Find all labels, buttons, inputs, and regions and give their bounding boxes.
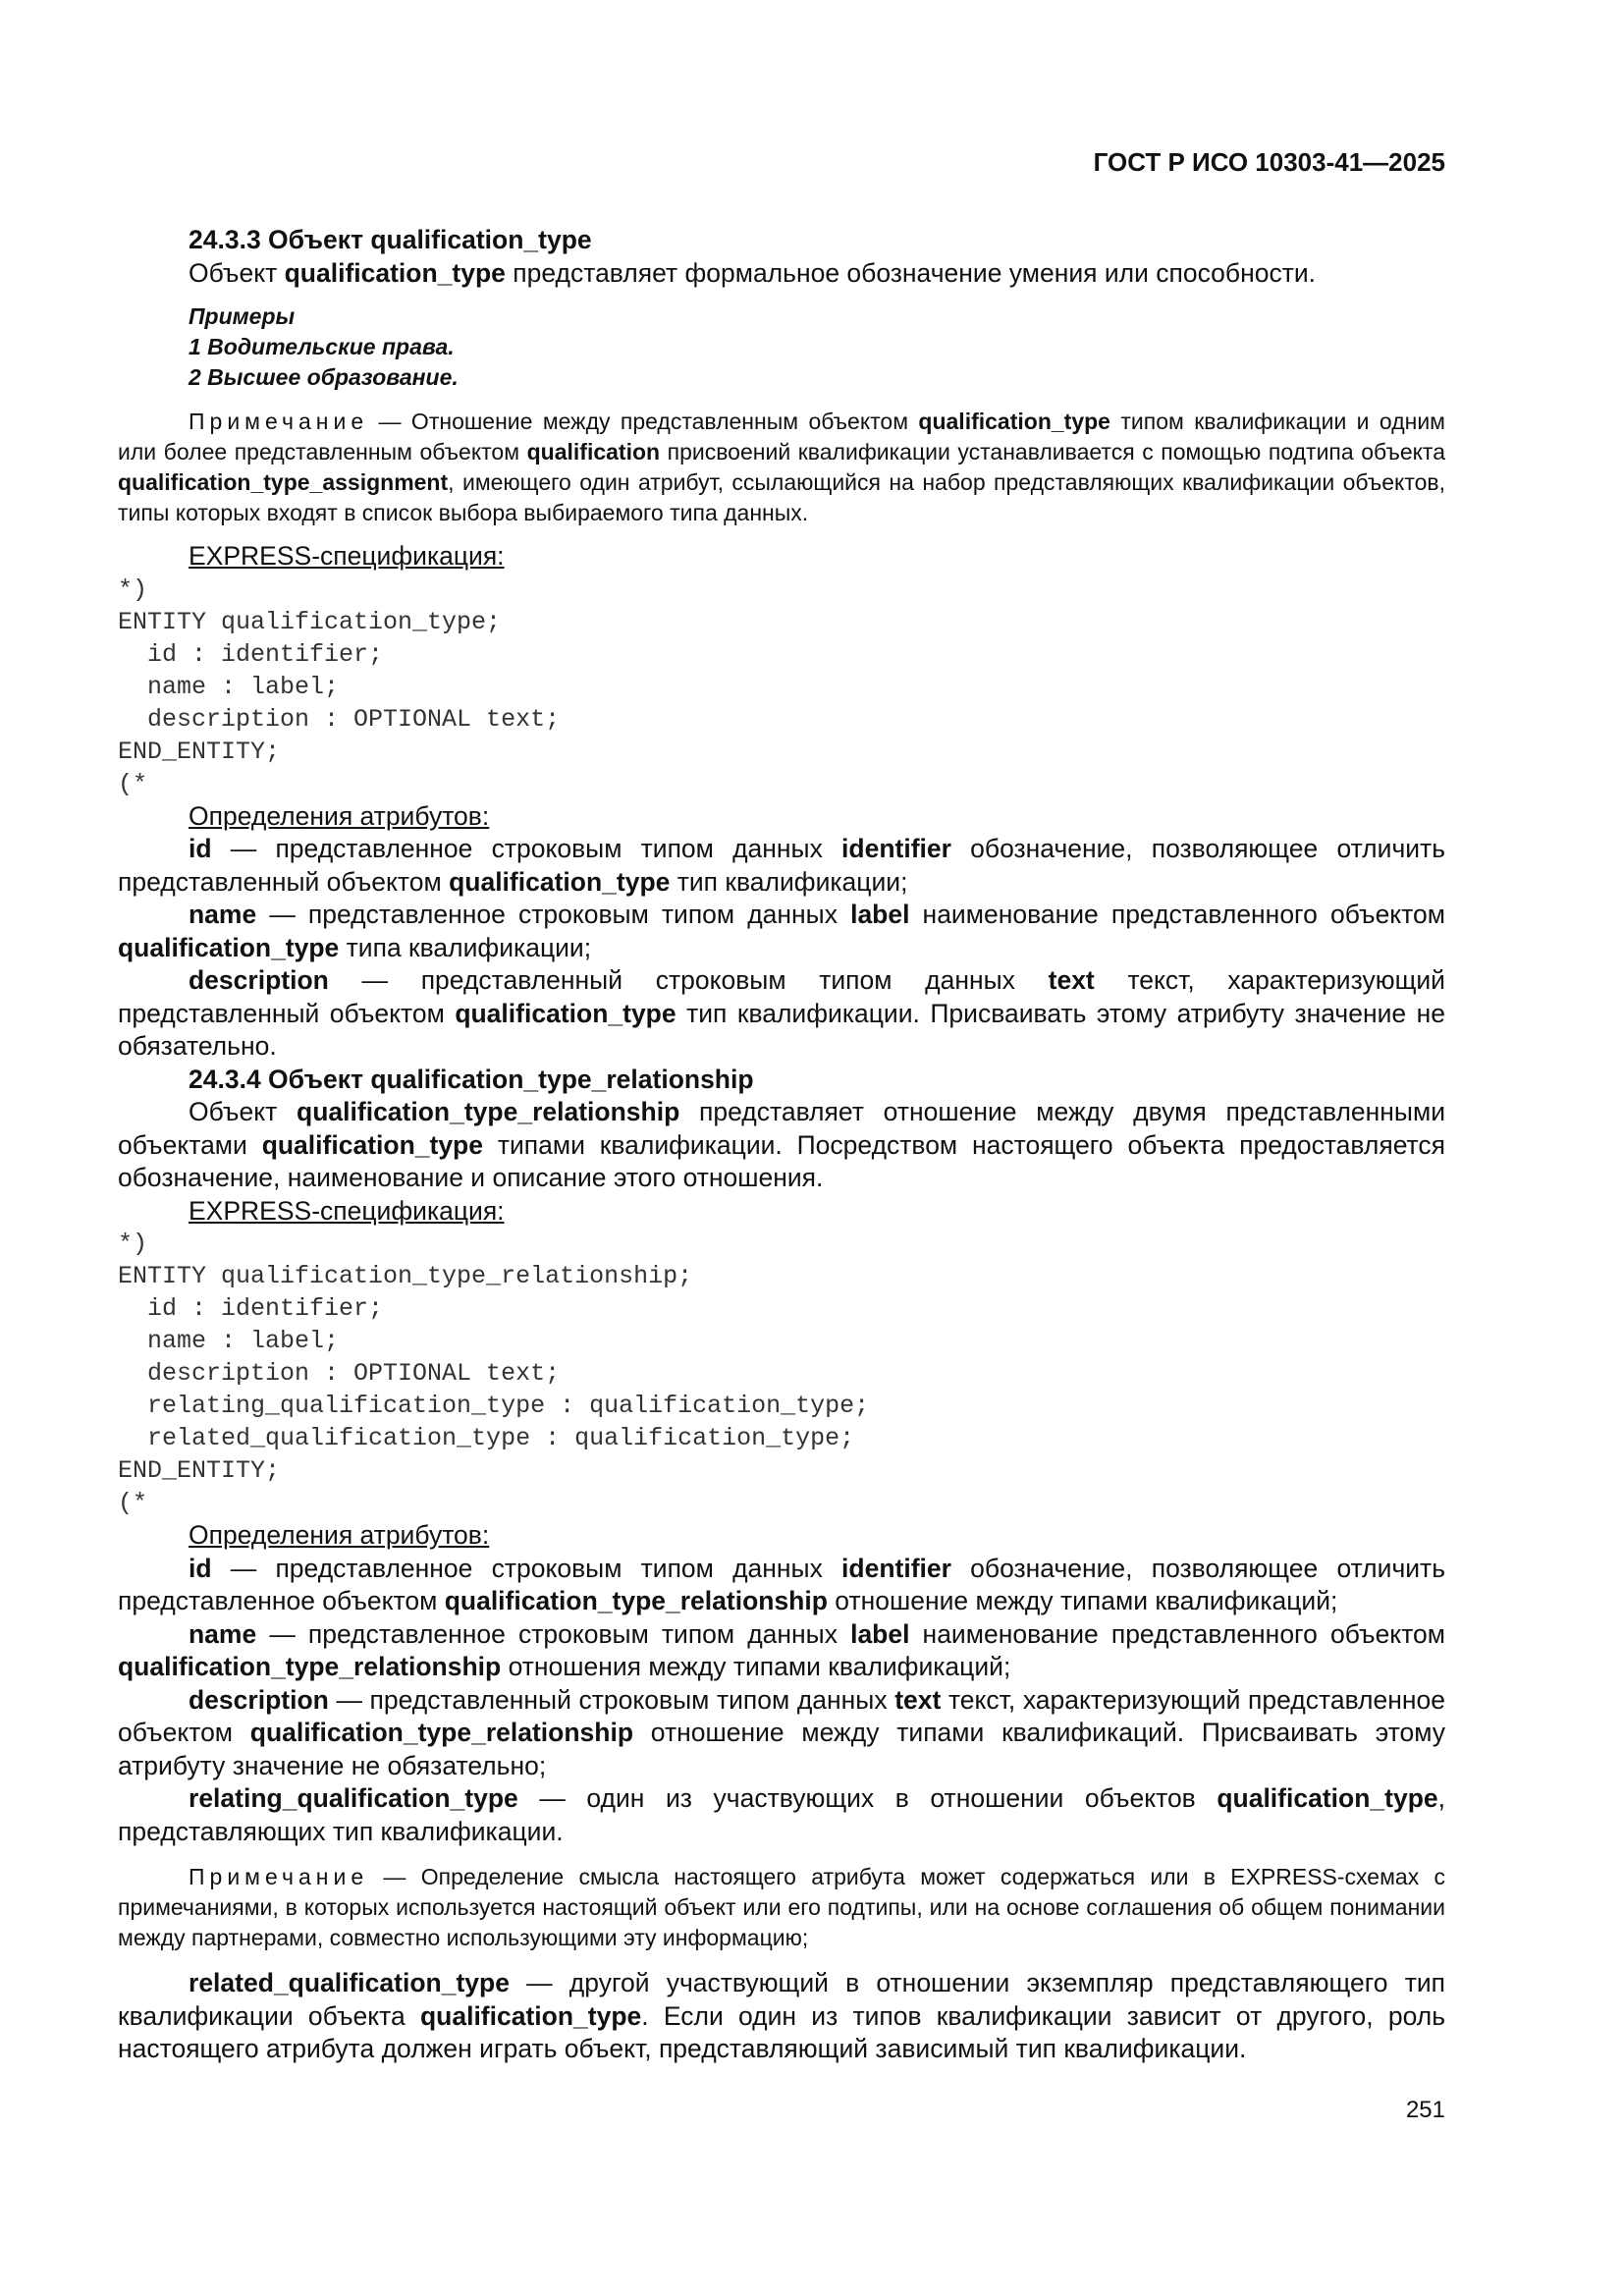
attr-name-definition: name — представленное строковым типом данных label наименование представленного объектом qualification_type типа квалификации; xyxy=(118,900,1445,962)
note-label: Примечание xyxy=(189,409,369,434)
document-header: ГОСТ Р ИСО 10303-41—2025 xyxy=(1093,147,1445,177)
examples-block xyxy=(189,301,1445,393)
example-item: 2 Высшее образование. xyxy=(189,364,459,390)
attr-related-definition: related_qualification_type — другой участвующий в отношении экземпляр представляющего тип квалификации объекта qualification_type. Если один из типов квалификации зависит от другого, роль настоящего атрибута должен играть объект, представляющий зависимый тип квалификации. xyxy=(118,1968,1446,2063)
attr-id-definition: id — представленное строковым типом данных identifier обозначение, позволяющее отличить представленное объектом qualification_type_relationship отношение между типами квалификаций; xyxy=(118,1553,1445,1615)
express-spec-label: EXPRESS-спецификация: xyxy=(189,541,505,571)
attribute-definitions-label: Определения атрибутов: xyxy=(189,800,490,831)
attr-relating-definition: relating_qualification_type — один из участвующих в отношении объектов qualification_type, представляющих тип квалификации. xyxy=(118,1783,1445,1846)
document-page xyxy=(118,0,1445,2296)
attr-description-definition: description — представленный строковым типом данных text текст, характеризующий представленный объектом qualification_type тип квалификации. Присваивать этому атрибуту значение не обязательно. xyxy=(118,965,1446,1061)
attr-name-definition: name — представленное строковым типом данных label наименование представленного объектом qualification_type_relationship отношения между типами квалификаций; xyxy=(118,1618,1445,1681)
page-content xyxy=(118,224,1445,2066)
attr-id-definition: id — представленное строковым типом данных identifier обозначение, позволяющее отличить представленный объектом qualification_type тип квалификации; xyxy=(118,834,1445,897)
express-spec-label: EXPRESS-спецификация: xyxy=(189,1195,505,1226)
express-code-block: *) ENTITY qualification_type_relationship; id : identifier; name : label; description : OPTIONAL text; relating_qualification_type : qualification_type; related_qualification_type : qualification_type; END_ENTITY; (* xyxy=(118,1230,870,1517)
attr-description-definition: description — представленный строковым типом данных text текст, характеризующий представленное объектом qualification_type_relationship отношение между типами квалификаций. Присваивать этому атрибуту значение не обязательно; xyxy=(118,1684,1445,1780)
section-intro: Объект qualification_type_relationship представляет отношение между двумя представленными объектами qualification_type типами квалификации. Посредством настоящего объекта предоставляется обозначение, наименование и описание этого отношения. xyxy=(118,1097,1445,1192)
section-title-qualification-type: 24.3.3 Объект qualification_type xyxy=(189,225,592,254)
examples-heading: Примеры xyxy=(189,303,296,329)
example-item: 1 Водительские права. xyxy=(189,334,455,359)
section-intro: Объект qualification_type представляет формальное обозначение умения или способности. xyxy=(189,257,1317,288)
attribute-definitions-label: Определения атрибутов: xyxy=(189,1520,490,1550)
note: Примечание — Определение смысла настоящего атрибута может содержаться или в EXPRESS-схемах с примечаниями, в которых используется настоящий объект или его подтипы, или на основе соглашения об общем понимании между партнерами, совместно использующими эту информацию; xyxy=(118,1864,1445,1950)
express-code-block: *) ENTITY qualification_type; id : identifier; name : label; description : OPTIONAL text; END_ENTITY; (* xyxy=(118,574,561,798)
section-title-qualification-type-relationship: 24.3.4 Объект qualification_type_relationship xyxy=(189,1064,754,1094)
note: Примечание — Отношение между представленным объектом qualification_type типом квалификации и одним или более представленным объектом qualification присвоений квалификации устанавливается с помощью подтипа объекта qualification_type_assignment, имеющего один атрибут, ссылающийся на набор представляющих квалификации объектов, типы которых входят в список выбора выбираемого типа данных. xyxy=(118,409,1445,525)
page-number: 251 xyxy=(1405,2097,1445,2123)
note-label: Примечание xyxy=(189,1864,369,1889)
